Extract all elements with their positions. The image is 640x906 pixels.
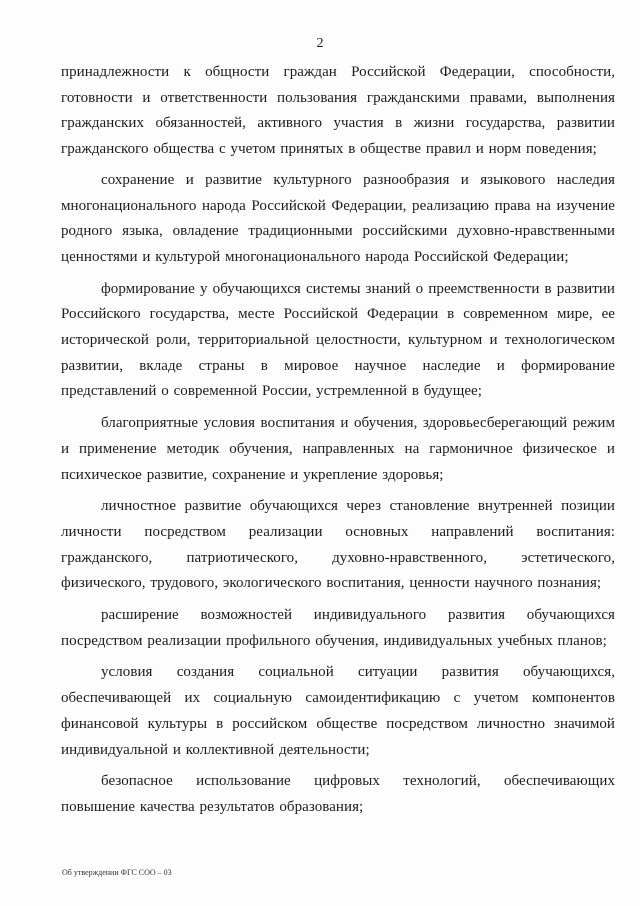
paragraph-5: личностное развитие обучающихся через становление внутренней позиции личности посредством реализации основных направлений воспитания: гражданского, патриотического, духовно-нравственного, эстетического, физического, трудового, экологического воспитания, ценности научного познания; — [61, 498, 615, 592]
document-body — [61, 60, 615, 821]
paragraph-7: условия создания социальной ситуации развития обучающихся, обеспечивающей их социальную самоидентификацию с учетом компонентов финансовой культуры в российском обществе посредством личностно значимой индивидуальной и коллективной деятельности; — [61, 664, 615, 758]
page-number: 2 — [316, 36, 324, 51]
footer-note: Об утверждении ФГС СОО – 03 — [62, 868, 172, 877]
paragraph-6: расширение возможностей индивидуального развития обучающихся посредством реализации профильного обучения, индивидуальных учебных планов; — [61, 607, 615, 649]
paragraph-2: сохранение и развитие культурного разнообразия и языкового наследия многонационального народа Российской Федерации, реализацию права на изучение родного языка, овладение традиционными российскими духовно-нравственными ценностями и культурой многонационального народа Российской Федерации; — [61, 171, 615, 265]
paragraph-1: принадлежности к общности граждан Российской Федерации, способности, готовности и ответственности пользования гражданскими правами, выполнения гражданских обязанностей, активного участия в жизни государства, развитии гражданского общества с учетом принятых в обществе правил и норм поведения; — [61, 64, 615, 158]
paragraph-4: благоприятные условия воспитания и обучения, здоровьесберегающий режим и применение методик обучения, направленных на гармоничное физическое и психическое развитие, сохранение и укрепление здоровья; — [61, 415, 615, 483]
paragraph-3: формирование у обучающихся системы знаний о преемственности в развитии Российского государства, месте Российской Федерации в современном мире, ее исторической роли, территориальной целостности, культурном и технологическом развитии, вкладе страны в мировое научное наследие и формирование представлений о современной России, устремленной в будущее; — [61, 280, 615, 400]
paragraph-8: безопасное использование цифровых технологий, обеспечивающих повышение качества результатов образования; — [61, 773, 615, 815]
